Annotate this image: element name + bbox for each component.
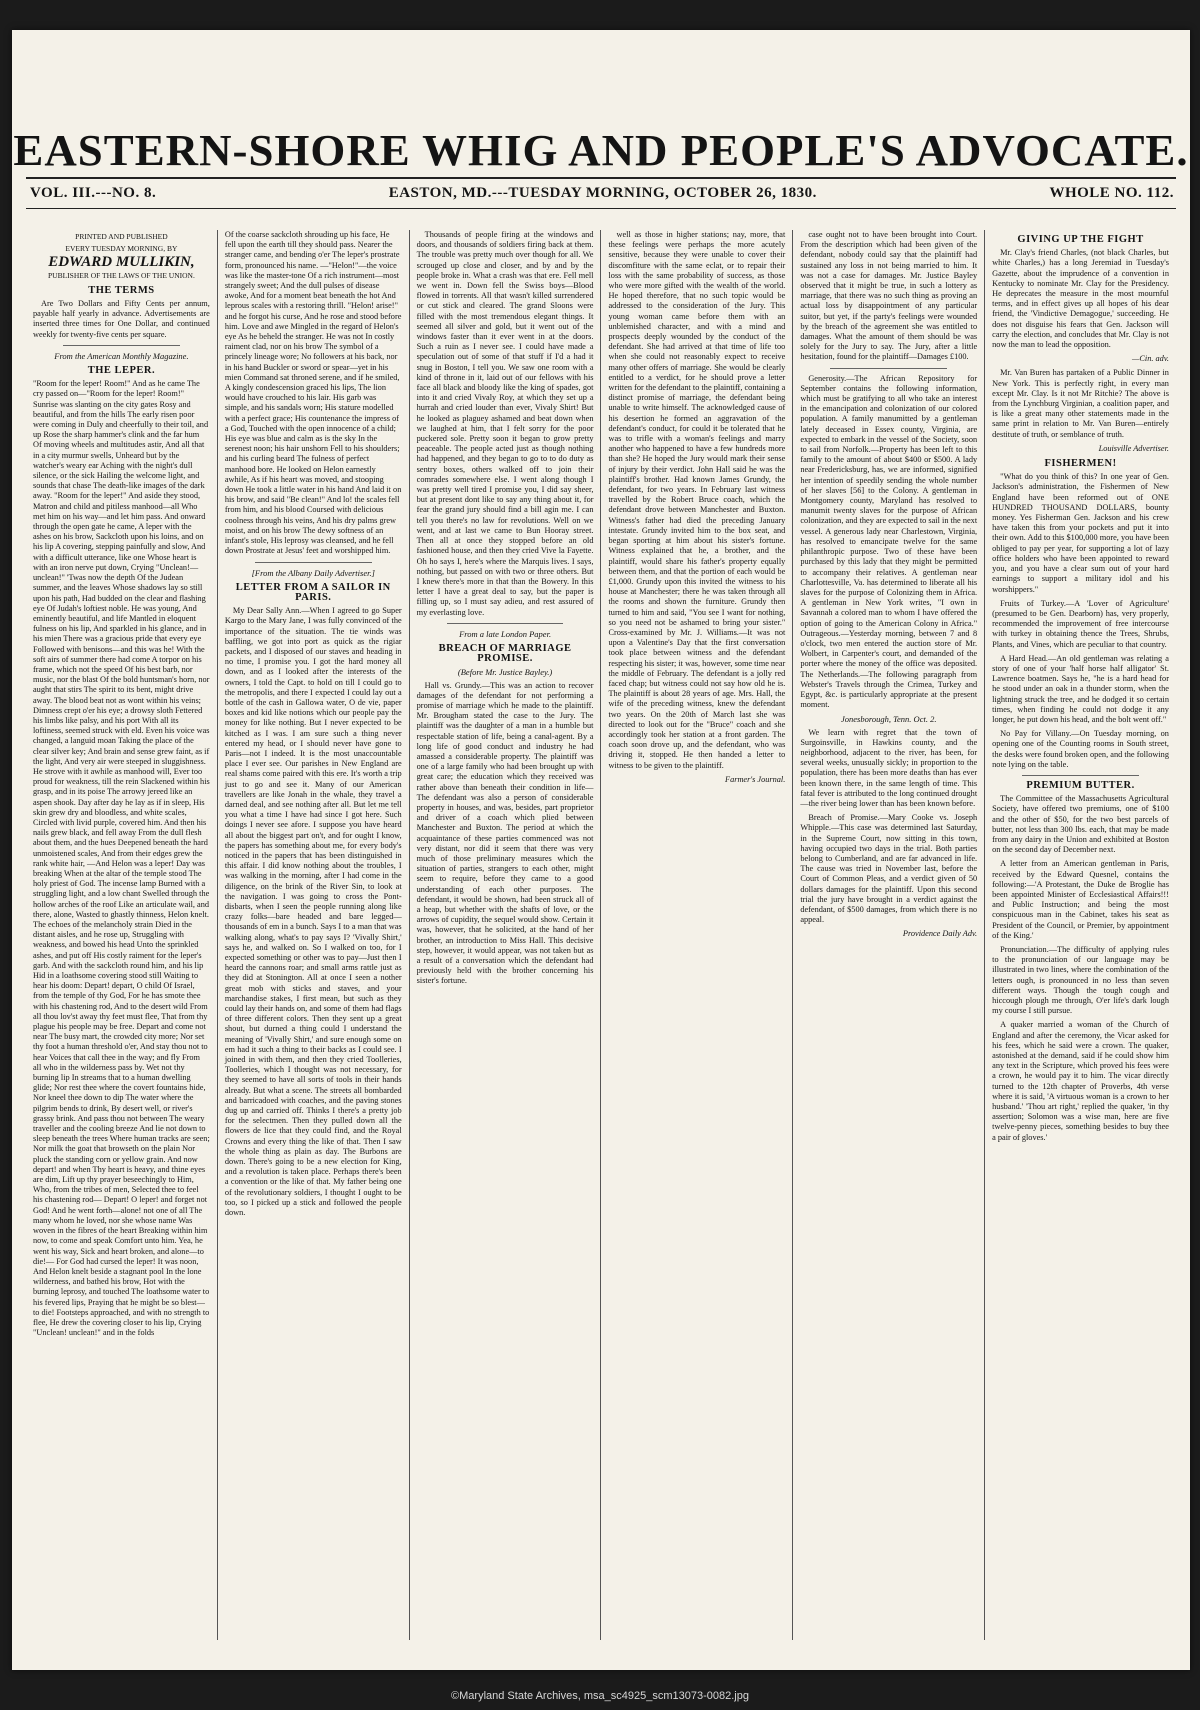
column-3 — [409, 230, 601, 1640]
column-6 — [984, 230, 1176, 1640]
article-text: "What do you think of this? In one year of Gen. Jackson's administration, the Fishermen of New England have been reformed out of ONE HUNDRED THOUSAND DOLLARS, bounty money. Yes Fisherman Gen. Jackson and his crew have taken this from your pockets and put it into their own. Add to this $100,000 more, you have been obliged to pay per year, for supporting a lot of lazy office holders who have been appointed to reward you, and you have a clear sum out of your hard earnings to support a military idol and his worshippers." — [992, 472, 1169, 594]
dateline-bar — [12, 179, 1190, 208]
terms-text: Are Two Dollars and Fifty Cents per annum, payable half yearly in advance. Advertisements are inserted three times for One Dollar, and continued weekly for twenty-five cents per square. — [33, 299, 210, 339]
dateline-item: Jonesborough, Tenn. Oct. 2. — [840, 714, 937, 725]
poem-continued: Of the coarse sackcloth shrouding up his face, He fell upon the earth till they should pass. Nearer the stranger came, and bending o'er The leper's prostrate form, pronounced his name. —"Helon!"—the voice was like the master-tone Of a rich instrument—most strangely sweet; And the dull pulses of disease awoke, And for a moment beat beneath the hot And leprous scales with a restoring thrill. "Helon! arise!" and he forgot his curse, And he rose and stood before him. Love and awe Mingled in the regard of Helon's eye As he beheld the stranger. He was not In costly raiment clad, nor on his brow The symbol of a princely lineage wore; No followers at his back, nor in his hand Buckler or sword or spear—yet in his mien Command sat throned serene, and if he smiled, A kingly condescension graced his lips, The lion would have crouched to his lair. His garb was simple, and his sandals worn; His stature modelled with a perfect grace; His countenance the impress of a God, Touched with the open innocence of a child; His eye was blue and calm as is the sky In the serenest noon; his hair unshorn Fell to his shoulders; and his curling beard The fulness of perfect manhood bore. He looked on Helon earnestly awhile, As if his heart was moved, and stooping down He took a little water in his hand And laid it on his brow, and said "Be clean!" And lo! the scales fell from him, and his blood Coursed with delicious coolness through his veins, And his dry palms grew moist, and on his brow The dewy softness of an infant's stole, His leprosy was cleansed, and he fell down Prostrate at Jesus' feet and worshipped him. — [224, 230, 402, 556]
dateline-rule — [26, 208, 1176, 209]
article-text: A Hard Head.—An old gentleman was relating a story of one of your 'half horse half alligator' St. Lawrence boatmen. Says he, "he is a hard head for he stood under an oak in a thunder storm, when the lightning struck the tree, and he dodged it so certain times, when finding he could not dodge it any longer, he put down his head, and the bolt went off." — [992, 653, 1169, 724]
article-heading: BREACH OF MARRIAGE PROMISE. — [438, 642, 572, 665]
issue-date: EASTON, MD.---TUESDAY MORNING, OCTOBER 26, 1830. — [388, 185, 817, 201]
article-text: Fruits of Turkey.—A 'Lover of Agriculture' (presumed to be Gen. Dearborn) has, very properly, recommended the improvement of free intercourse with turkey in obtaining thence the Trees, Shrubs, Plants, and Vines, which are peculiar to that country. — [992, 598, 1169, 649]
article-source: From the American Monthly Magazine. — [54, 350, 189, 361]
article-heading: GIVING UP THE FIGHT — [1017, 234, 1144, 245]
article-text: My Dear Sally Ann.—When I agreed to go Super Kargo to the Mary Jane, I was fully convinced of the importance of the situation. The tie winds was baffling, we got into port as quick as the rigiar packets, and I disposed of our staves and heading in no time, I promise you. I got the hard money all down, and as I looked after the interests of the owners, I told the Capt. to hold on till I could go to the metropolis, and there I expected I could lay out a bottle of the cash in Gallowa water, O de vie, paper boxes and kid like notions which our people pay the money for like nothing. But I never expected to be kitched as I was. I am sure such a thing never entered my head, or I should never have gone to Paris—not I indeed. It is the most unaccountable place I ever see. Our parishes in New England are real shams come paired with this ere. It's worth a trip just to go and see it. Many of our American travellers are like Jonah in the whale, they travel a darned deal, and see nothing after all. But let me tell you what a time I have had since I got here. Such doings I never see afore. I suppose you have heard all about the biggest part on't, and for ought I know, the papers has something about me, for every body's noticed in the papers that has been distinguished in this affair. I did know nothing about the troubles, I was walking in the morning, after I had come in the diligence, on the brink of the River Sin, to look at the navigation. I was going to cross the Pont-disbarts, when I seen the people running along like crazy folks—bare headed and bare legged—thousands of em in a bunch. Says I to a man that was walking along, what's to pay says I? 'Vivally Shirt,' says he, and walked on. So I walked on too, for I expected something or other was to pay—Just then I heard the cannons roar; and small arms rattle just as they did at Stonington. All at once I seen a nother great mob with sticks and staves, and your marchandise stakes, I first mean, but such as they could lay their hands on, and some of them had flags of three different colors. Then they sent up a great shout, but durned a thing could I understand the meaning of 'Vivally Shirt,' and sure enough some on em had it such a thing to their backs as I could see. I joined in with them, and then they cried Toolleries, Toolleries, which I thought was not necessary, for they seemed to have all sorts of tools in their hands already. But what a scene. The streets all bombarded and barricadoed with coaches, and the paving stones dug up and carried off. Thinks I there's a pretty job for the selectmen. Then they pulled down all the flowers de lice that they could find, and the Royal Crowns and every thing the like of that. Then I saw the whole thing as plain as day. The Burbons are down. There's going to be a new election for King, and a revolution is taken place. Perhaps there's been a convention or the like of that. My father being one of the revolutionary soldiers, I thought I ought to be too, so I picked up a stick and followed the people down. — [224, 606, 402, 1218]
divider — [830, 368, 947, 369]
divider — [255, 562, 372, 563]
article-text: A quaker married a woman of the Church of England and after the ceremony, the Vicar asked for his fees, which he said were a crown. The quaker, astonished at the demand, said if he could show him any text in the Scripture, which proved his fees were a crown, he would pay it to him. The vicar directly turned to the 12th chapter of Proverbs, 4th verse where it is said, 'A virtuous woman is a crown to her husband.' 'Thou art right,' replied the quaker, 'in thy assertion; Solomon was a wise man, here are five twelve-penny pieces, something besides to buy thee a pair of gloves.' — [992, 1020, 1169, 1142]
article-signature: —Cin. adv. — [1132, 354, 1169, 364]
poem-title: THE LEPER. — [87, 365, 156, 377]
article-text: The Committee of the Massachusetts Agricultural Society, have offered two premiums, one of $100 and the other of $50, for the two best parcels of butter, not less than 300 lbs. each, that may be made from any dairy in the Union and exhibited at Boston on the second day of December next. — [992, 794, 1169, 855]
imprint-line: PUBLISHER OF THE LAWS OF THE UNION. — [47, 270, 195, 280]
whole-number: WHOLE NO. 112. — [1049, 185, 1174, 201]
archive-credit: ©Maryland State Archives, msa_sc4925_scm13073-0082.jpg — [451, 1690, 749, 1702]
news-items: Generosity.—The African Repository for September contains the following information, which must be gratifying to all who take an interest in the emancipation and colonization of our colored population. A family manumitted by a gentleman lately deceased in Essex county, Virginia, are expected to embark in the vessel of the Society, soon to sail from Norfolk.—Property has been left to this family to the amount of about $400 or $500. A lady near Fredericksburg, has, we are informed, signified her intention of speedily sending the whole number of her slaves [56] to the Colony. A gentleman in Montgomery county, Maryland has resolved to manumit twenty slaves for the purpose of African colonization, and they are expected to sail in the next vessel. A generous lady near Charlestown, Virginia, has resolved to emancipate twelve for the same philanthropic purpose. Two of these have been purchased by this lady that they might be permitted to accompany their relatives. A gentleman near Charlottesville, Va. has determined to liberate all his slaves for the purpose of Colonizing them in Africa. A gentleman in New York writes, "I own in Savannah a colored man to whom I have offered the option of going to the American Colony in Africa." Outrageous.—Yesterday morning, between 7 and 8 o'clock, two men entered the auction store of Mr. Wolbert, in Carpenter's court, and demanded of the porter where the money of the office was deposited. The Netherlands.—The following paragraph from Webster's Travels through the Crimea, Turkey and Egypt, &c. is particularly appropriate at the present moment. — [800, 373, 978, 710]
article-source: From a late London Paper. — [459, 628, 552, 639]
volume-number: VOL. III.---NO. 8. — [30, 185, 157, 201]
divider — [447, 623, 564, 624]
article-signature: Providence Daily Adv. — [902, 929, 978, 939]
article-heading: PREMIUM BUTTER. — [1026, 779, 1135, 791]
article-heading: LETTER FROM A SAILOR IN PARIS. — [235, 581, 391, 603]
article-text: Pronunciation.—The difficulty of applying rules to the pronunciation of our language may be illustrated in two lines, where the combination of the letters ough, is pronounced in no less than seven different ways. Though the tough cough and hiccough plough me through, O'er life's dark lough my course I still pursue. — [992, 945, 1169, 1016]
article-continued: Thousands of people firing at the windows and doors, and thousands of soldiers firing back at them. The trouble was pretty much over though for all. We scrouged up close and closer, and by and by the people broke in. What a crash was that ere. Fell mell we went in. Down fell the Swiss boys—Blood flowed in torrents. All that wasn't killed surrendered or cut stick and cleared. The grand Sloons were filled with the most tremendous elegant things. It seemed all silver and gold, but it went out of the windows faster than it ever went in at the doors. Such a ruin as I never see. I could have made a speculation out of some of that stuff if I'd a had it snug in Boston, I tell you. We saw one room with a kind of throne in it, laid out of our fellows with his face all black and bloody like the king of spades, got into it and cried Vivaly Roy, at which they set up a hurrah and cried louder than ever, Vivaly Shirt! But he looked as plaguey ashamed and beat down when we laughed at him, that I felt sorry for the poor puckered sole. Pretty soon it began to grow pretty peaceable. The people acted just as though nothing had happened, and they began to go to to do duty as sentry boxes, others walked off to join their comrades somewhere else. I went along though I was pretty well tired I promise you, I did say sheer, but at present dont like to say any thing about it, for fear the grand jury should find a bill agin me. I can tell you there's no law for revolutions. Well on we went, and at last we came to Bun Hooray street. Then all at once they stopped before an old fashioned house, and then they cried Vive la Fayette. Oh ho says I, here's where the Marquis lives. I says, nothing, but passed on with two or three others. But I knew there's more in that than the Bowery. In this letter I have a great deal to say, but the paper is filling up, so I must say adieu, and rest assured of my everlasting love. — [416, 230, 594, 617]
poem-text: "Room for the leper! Room!" And as he came The cry passed on—"Room for the leper! Room!" Sunrise was slanting on the city gates Rosy and beautiful, and from the hills The early risen poor were coming in Duly and cheerfully to their toil, and up Rose the sharp hammer's clink and the far hum Of moving wheels and multitudes astir, And all that in a city murmur swells, Unheard but by the watcher's weary ear Aching with the night's dull silence, or the sick Hailing the welcome light, and sounds that chase The death-like images of the dark away. "Room for the leper!" And aside they stood, Matron and child and pitiless manhood—all Who met him on his way—and let him pass. And onward through the open gate he came, A leper with the ashes on his brow, Sackcloth upon his loins, and on his lip A covering, stepping painfully and slow, And with a difficult utterance, like one Whose heart is with an iron nerve put down, Crying "Unclean!—unclean!" 'Twas now the depth Of the Judean summer, and the leaves Whose shadows lay so still upon his path, Had budded on the clear and flashing eye Of Judah's loftiest noble. He was young, And eminently beautiful, and life Mantled in eloquent fulness on his lip, And sparkled in his glance, and in his mien There was a gracious pride that every eye Followed with benisons—and this was he! With the soft airs of summer there had come A torpor on his frame, which not the speed Of his best barb, nor music, nor the blast Of the bold huntsman's horn, nor aught that stirs The spirit to its bent, might drive away. The blood beat not as wont within his veins; Dimness crept o'er his eye; a drowsy sloth Fettered his limbs like palsy, and his port With all its loftiness, seemed struck with eld. Even his voice was changed, a languid moan Taking the place of the clear silver key; And brain and sense grew faint, as if the light, And very air were steeped in sluggishness. He strove with it awhile as manhood will, Ever too proud for weakness, till the rein Slackened within his grasp, and in its poise The arrowy jereed like an aspen shook. Day after day he lay as if in sleep, His skin grew dry and bloodless, and white scales, Circled with livid purple, covered him. And then his nails grew black, and fell away From the dull flesh about them, and the hues Deepened beneath the hard unmoistened scales, And from their edges grew the rank white hair, —And Helon was a leper! Day was breaking When at the altar of the temple stood The holy priest of God. The incense lamp Burned with a struggling light, and a low chant Swelled through the hollow arches of the roof Like an articulate wail, and there, alone, Wasted to ghastly thinness, Helon knelt. The echoes of the melancholy strain Died in the distant aisles, and he rose up, Struggling with weakness, and bowed his head Unto the sprinkled ashes, and put off His costly raiment for the leper's garb. And with the sackcloth round him, and his lip Hid in a loathsome covering stood still Waiting to hear his doom: Depart! depart, O child Of Israel, from the temple of thy God, For he has smote thee with his chastening rod, And to the desert wild From all thou lov'st away thy feet must flee, That from thy plague his people may be free. Depart and come not near The busy mart, the crowded city more; Nor set thy foot a human threshold o'er, And stay thou not to hear Voices that call thee in the way; and fly From all who in the wilderness pass by. Wet not thy burning lip In streams that to a human dwelling glide; Nor rest thee where the covert fountains hide, Nor kneel thee down to dip The water where the pilgrim bends to drink, By desert well, or river's grassy brink. And pass thou not between The weary traveller and the cooling breeze And lie not down to sleep beneath the trees Where human tracks are seen; Nor milk the goat that browseth on the plain Nor pluck the standing corn or yellow grain. And now depart! and when Thy heart is heavy, and thine eyes are dim, Lift up thy prayer beseechingly to Him, Who, from the tribes of men, Selected thee to feel his chastening rod— Depart! O leper! and forget not God! And he went forth—alone! not one of all The many whom he loved, nor she whose name Was woven in the fibres of the heart Breaking within him now, to come and speak Comfort unto him. Yea, he went his way, Sick and heart broken, and alone—to die!— For God had cursed the leper! It was noon, And Helon knelt beside a stagnant pool In the lone wilderness, and bathed his brow, Hot with the burning leprosy, and touched The loathsome water to his fevered lips, Praying that he might be so blest—to die! Footsteps approached, and with no strength to flee, He drew the covering closer to his lip, Crying "Unclean! unclean!" and in the folds — [33, 379, 210, 1338]
article-heading: FISHERMEN! — [1044, 458, 1117, 470]
article-text: A letter from an American gentleman in Paris, received by the Edward Quesnel, contains the following:—'A Protestant, the Duke de Broglie has been appointed Minister of Ecclesiastical Affairs!!! and Public Instruction; and being the most conspicuous man in the Cabinet, takes his seat as President of the Council, or Premier, by appointment of the King.' — [992, 859, 1169, 940]
article-text: Mr. Van Buren has partaken of a Public Dinner in New York. This is perfectly right, in every man except Mr. Clay. Is it not Mr Ritchie? The above is from the Lynchburg Virginian, a coalition paper, and is like a great many other statements made in the same print in relation to Mr. Van Buren—entirely destitute of truth, or semblance of truth. — [992, 368, 1169, 439]
masthead — [12, 30, 1190, 177]
column-5 — [792, 230, 984, 1640]
article-source: [From the Albany Daily Advertiser.] — [251, 567, 375, 578]
article-signature: Farmer's Journal. — [725, 774, 786, 784]
article-text: Mr. Clay's friend Charles, (not black Charles, but white Charles,) has a long Jeremiad in Tuesday's Gazette, about the imprudence of a convention in Kentucky to nominate Mr. Clay for the Presidency. He deprecates the measure in the most mournful terms, and in effect gives up all hopes of his dear friend, the 'Vindictive Demagogue,' succeeding. He does not disguise his fears that Gen. Jackson will carry the election, and concludes that Mr. Clay is not now the man to lead the opposition. — [992, 248, 1169, 350]
divider — [63, 345, 180, 346]
column-4 — [600, 230, 792, 1640]
newspaper-title: EASTERN-SHORE WHIG AND PEOPLE'S ADVOCATE. — [13, 126, 1189, 175]
divider — [1022, 775, 1139, 776]
imprint-line: EVERY TUESDAY MORNING, BY — [65, 244, 178, 254]
article-subheading: (Before Mr. Justice Bayley.) — [457, 667, 553, 678]
article-signature: Louisville Advertiser. — [1098, 443, 1169, 453]
article-text: Hall vs. Grundy.—This was an action to recover damages of the defendant for not performing a promise of marriage which he made to the plaintiff. Mr. Brougham stated the case to the Jury. The plaintiff was the daughter of a man in a humble but respectable station of life, being a canal-agent. By a long life of good conduct and industry he had amassed a considerable property. The plaintiff was one of a large family who had been brought up with great care; the education which they received was rather above than beneath their condition in life—The defendant was also a person of considerable property in houses, and was, besides, part proprietor and driver of a coach which plied between Manchester and Buxton. The period at which the acquaintance of these parties commenced was not very distant, nor did it seem that there was very much of those preliminary measures which the situation of parties, strangers to each other, might seem to require, before they came to a good understanding of each other purposes. The defendant, it would be shown, had been struck all of a heap, but whether with the shafts of love, or the arrows of cupidity, the sequel would show. Certain it was, however, that he solicited, at the hand of her brother, an introduction to Miss Hall. This decisive step, however, it would appear, was not taken but as a result of a conversation which the defendant had previously held with the brother concerning his sister's fortune. — [416, 680, 594, 986]
article-continued: well as those in higher stations; nay, more, that these feelings were perhaps the more acutely sensitive, because they were unable to cover their discomfiture with the same eclat, or to repair their loss with the same probability of success, as those who were more gifted with the wealth of the world. He hoped therefore, that no such topic would be addressed to the consideration of the Jury. This young woman came before them with an unblemished character, and with a mind and prospects deeply wounded by the conduct of the defendant. She had arrived at that time of life too when she could not reasonably expect to receive many other offers of marriage. She would be clearly entitled to a verdict, for he should prove a letter written for the defendant to the plaintiff, containing a distinct promise of marriage, the defendant being unable to write himself. The acknowledged cause of his desertion he formed an aggravation of the defendant's conduct, for could it be tolerated that he was to trifle with a woman's feelings and marry another who happened to have a few hundreds more than she? He hoped the Jury would mark their sense of injury by their verdict. John Hall said he was the plaintiff's brother. Had known James Grundy, the defendant, for two years. In February last witness travelled by the Robert Bruce coach, which the defendant drove between Manchester and Buxton. Witness's father had died the preceding January intestate. Grundy invited him to the box seat, and began sporting at him about his sister's fortune. Witness explained that he, a brother, and the plaintiff, would share his father's property equally between them, and that the portion of each would be £1,000. Grundy upon this invited the witness to his house at Manchester; there he was taken through all the rooms and shown the furniture. Grundy then turned to him and said, "You see I want for nothing, so you need not be ashamed to bring your sister." Cross-examined by Mr. J. Williams.—It was not upon a Valentine's Day that the first conversation took place between witness and the defendant respecting his sister; it was, however, some time near the middle of February. The defendant is a jolly red faced chap; but witness could not say how old he is. The plaintiff is about 28 years of age. Mrs. Hall, the wife of the preceding witness, knew the defendant two years. On the 20th of March last she was directed to look out for the "Bruce" coach and she accordingly took her station at a front garden. The coach soon drove up, and the defendant, who was driving it, stopped. He then handed a letter to witness to be given to the plaintiff. — [608, 230, 786, 770]
publisher-name: EDWARD MULLIKIN, — [48, 254, 195, 271]
article-text: We learn with regret that the town of Surgoinsville, in Hawkins county, and the neighborhood, adjacent to the river, has been, for several weeks, unusually sickly; in proportion to the population, there has been more deaths than has ever been known there, in the same length of time. This fatal fever is attributed to the long continued drought—the river being lower than has been known before. — [800, 727, 978, 808]
newspaper-page — [12, 30, 1190, 1670]
column-1 — [26, 230, 217, 1640]
article-text: Breach of Promise.—Mary Cooke vs. Joseph Whipple.—This case was determined last Saturday, in the Supreme Court, now sitting in this town, having occupied two days in the trial. Both parties belong to Cumberland, and are far advanced in life. The cause was tried in November last, before the Court of Common Pleas, and a verdict given of 50 dollars damages for the plaintiff. Upon this second trial the jury have brought in a verdict against the defendant, of $500 damages, from which there is no appeal. — [800, 813, 978, 925]
article-text: No Pay for Villany.—On Tuesday morning, on opening one of the Counting rooms in South street, the desks were found broken open, and the following note lying on the table. — [992, 729, 1169, 769]
terms-heading: THE TERMS — [88, 284, 155, 296]
article-continued: case ought not to have been brought into Court. From the description which had been given of the defendant, nobody could say that the plaintiff had sustained any loss in not being married to him. It was not a case for damages. Mr. Justice Bayley observed that it might be true, in such a lottery as marriage, that there was no such thing as proving an actual loss by disappointment of any particular suitor, but yet, if the party's feelings were wounded by the breach of the agreement she was entitled to damages. What the amount of them should be was solely for the Jury to say. The Jury, after a little hesitation, found for the plaintiff—Damages £100. — [800, 230, 978, 362]
columns — [26, 230, 1176, 1640]
imprint-line: PRINTED AND PUBLISHED — [75, 232, 168, 241]
column-2 — [217, 230, 409, 1640]
